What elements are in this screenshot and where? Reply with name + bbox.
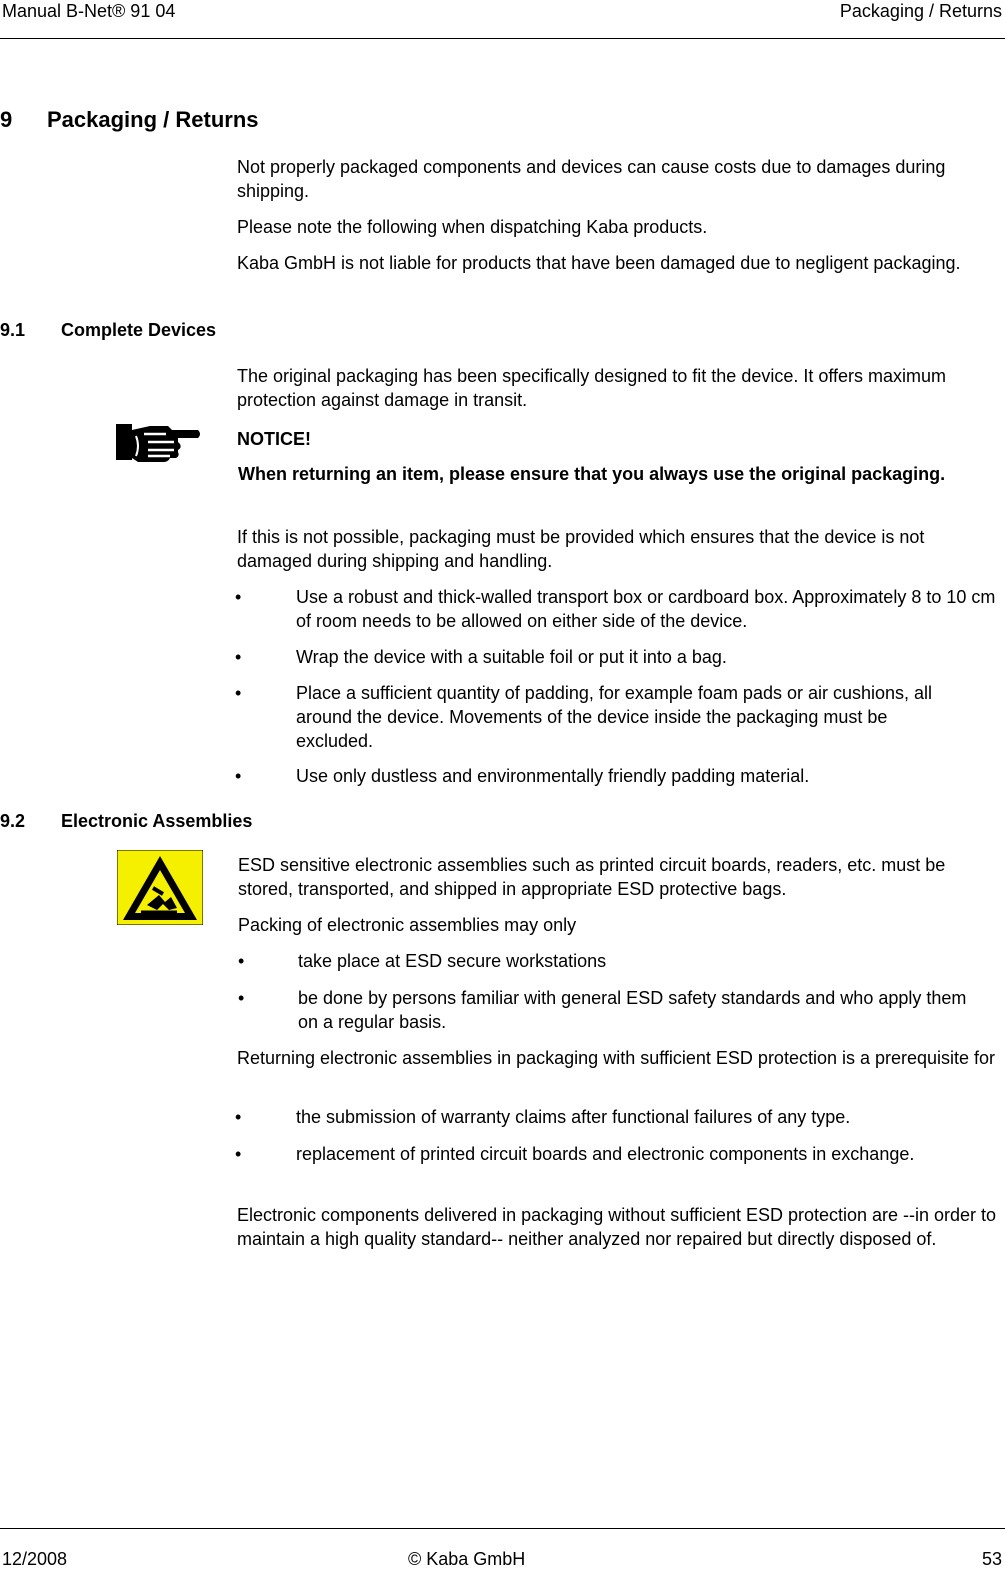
chapter-title: Packaging / Returns	[47, 107, 259, 132]
section-title: Electronic Assemblies	[61, 811, 253, 831]
s1-bullet-2: Wrap the device with a suitable foil or put it into a bag.	[296, 647, 727, 667]
intro-paragraph-2: Please note the following when dispatching Kaba products.	[237, 217, 708, 237]
bullet-marker: •	[235, 1107, 242, 1127]
header-rule	[0, 38, 1005, 39]
esd-warning-icon	[117, 850, 203, 925]
notice-label: NOTICE!	[237, 429, 311, 449]
bullet-marker: •	[235, 1144, 242, 1164]
section-number: 9.1	[0, 320, 26, 340]
bullet-marker: •	[238, 988, 245, 1008]
s2-bullet-b-1: the submission of warranty claims after functional failures of any type.	[296, 1107, 851, 1127]
bullet-marker: •	[235, 587, 242, 607]
s2-paragraph-4: Electronic components delivered in packaging without sufficient ESD protection are --in order to maintain a high quality standard-- neither analyzed nor repaired but directly disposed of.	[237, 1205, 997, 1249]
header-left: Manual B-Net® 91 04	[2, 1, 176, 21]
s1-bullet-3: Place a sufficient quantity of padding, for example foam pads or air cushions, all around the device. Movements of the device inside the packaging must be excluded.	[296, 683, 933, 751]
section-title: Complete Devices	[61, 320, 217, 340]
bullet-marker: •	[235, 683, 242, 703]
intro-paragraph-1: Not properly packaged components and devices can cause costs due to damages during shipping.	[237, 157, 946, 201]
s1-paragraph-1: The original packaging has been specifically designed to fit the device. It offers maximum protection against damage in transit.	[237, 366, 947, 410]
s1-bullet-1: Use a robust and thick-walled transport box or cardboard box. Approximately 8 to 10 cm of room needs to be allowed on either side of the device.	[296, 587, 996, 631]
bullet-marker: •	[235, 647, 242, 667]
page-number: 53	[981, 1549, 1002, 1569]
s1-bullet-4: Use only dustless and environmentally friendly padding material.	[296, 766, 810, 786]
s2-paragraph-1: ESD sensitive electronic assemblies such as printed circuit boards, readers, etc. must be stored, transported, and shipped in appropriate ESD protective bags.	[238, 855, 946, 899]
s2-paragraph-2: Packing of electronic assemblies may only	[238, 915, 577, 935]
s2-paragraph-3: Returning electronic assemblies in packaging with sufficient ESD protection is a prerequisite for	[237, 1048, 996, 1068]
footer-copyright: © Kaba GmbH	[408, 1549, 526, 1569]
footer-rule	[0, 1528, 1005, 1529]
footer-date: 12/2008	[2, 1549, 68, 1569]
intro-paragraph-3: Kaba GmbH is not liable for products that have been damaged due to negligent packaging.	[237, 253, 961, 273]
section-number: 9.2	[0, 811, 26, 831]
bullet-marker: •	[235, 766, 242, 786]
bullet-marker: •	[238, 951, 245, 971]
notice-text: When returning an item, please ensure that you always use the original packaging.	[238, 464, 946, 484]
pointing-hand-icon	[114, 420, 202, 464]
header-right: Packaging / Returns	[839, 1, 1002, 21]
s2-bullet-a-1: take place at ESD secure workstations	[298, 951, 607, 971]
s2-bullet-b-2: replacement of printed circuit boards and electronic components in exchange.	[296, 1144, 915, 1164]
s1-paragraph-2: If this is not possible, packaging must be provided which ensures that the device is not damaged during shipping and handling.	[237, 527, 925, 571]
s2-bullet-a-2: be done by persons familiar with general ESD safety standards and who apply them on a regular basis.	[298, 988, 967, 1032]
chapter-number: 9	[0, 107, 13, 132]
